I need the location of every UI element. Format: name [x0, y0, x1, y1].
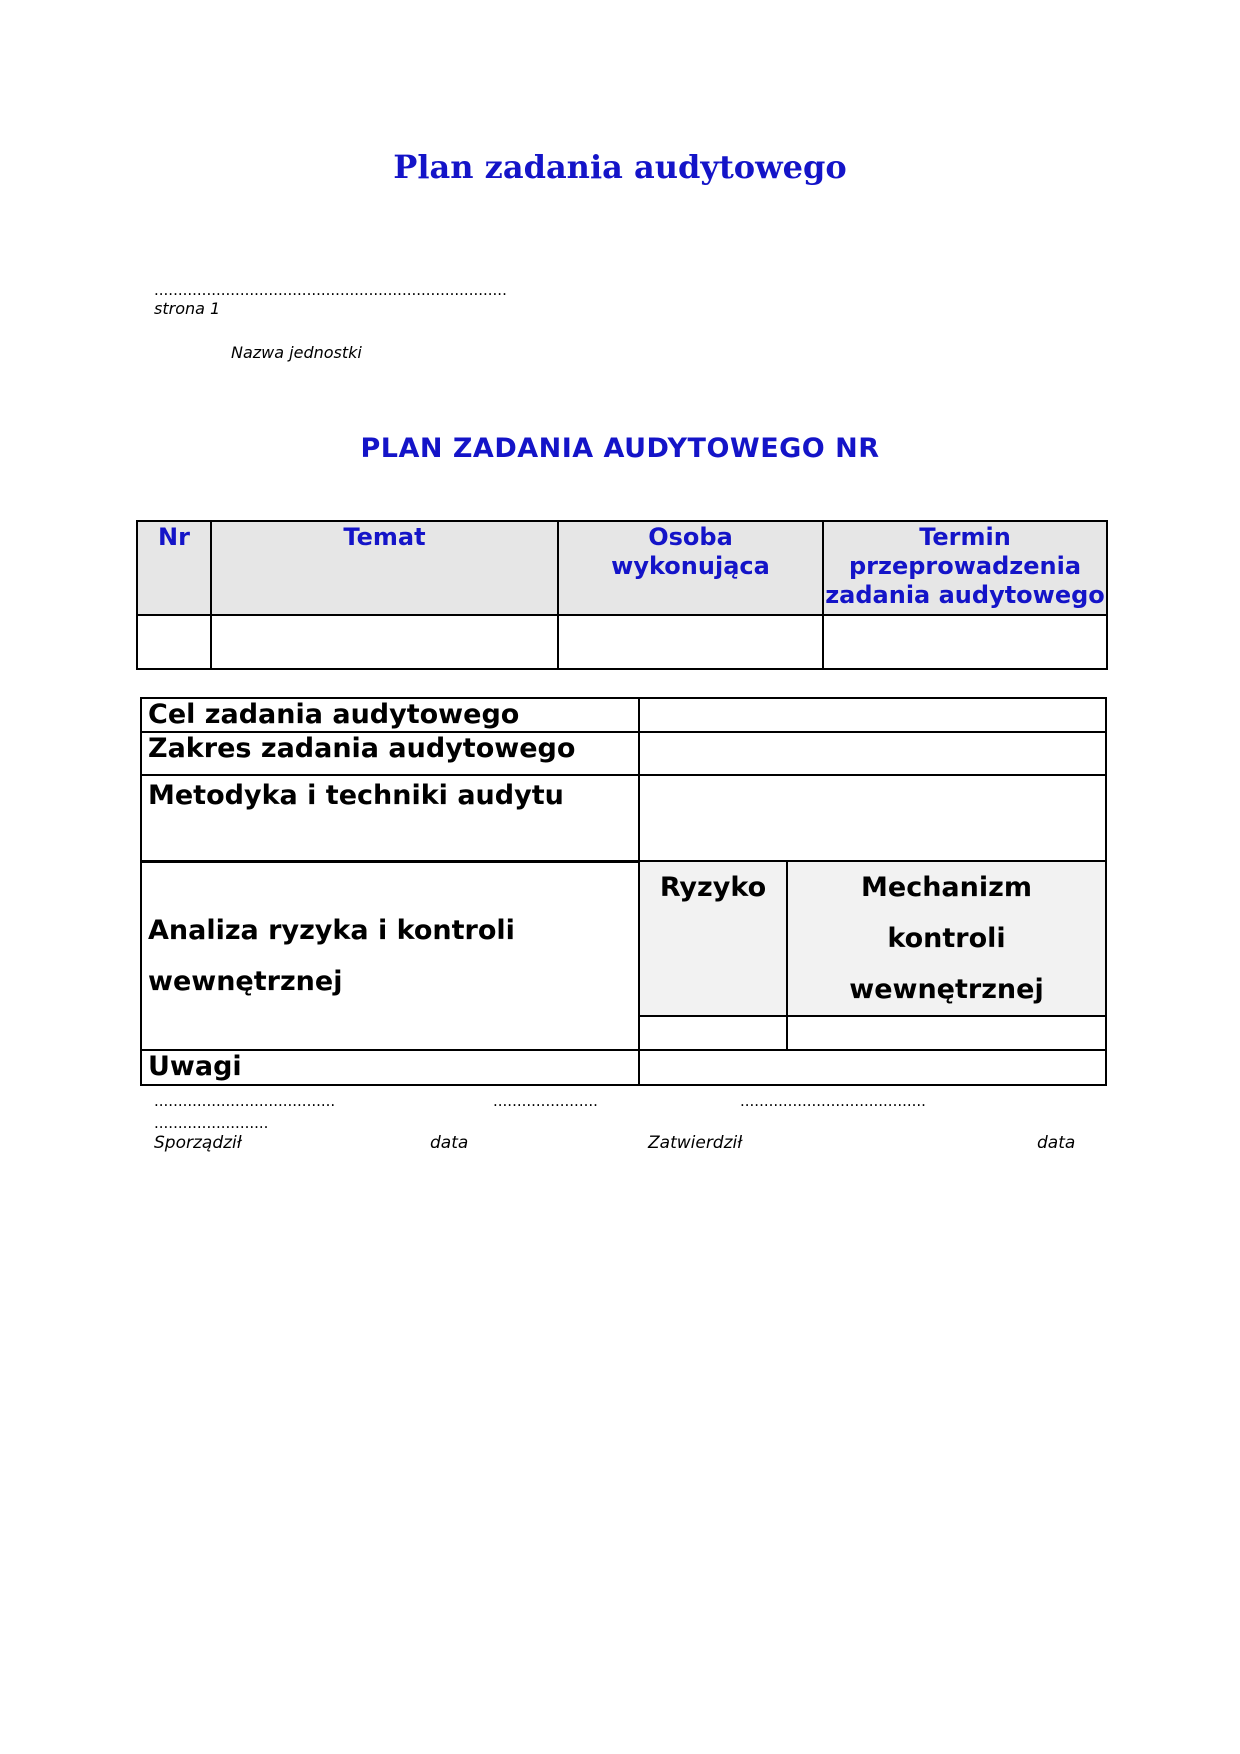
row-zakres [141, 732, 1106, 775]
prepared-by-label: Sporządził [154, 1133, 242, 1153]
cell-temat[interactable] [211, 615, 558, 669]
value-zakres[interactable] [639, 732, 1106, 775]
unit-name-dotted-line: .......................................................................... [154, 283, 507, 298]
value-ryzyko[interactable] [639, 1016, 787, 1050]
cell-nr[interactable] [137, 615, 211, 669]
label-metodyka: Metodyka i techniki audytu [141, 775, 639, 861]
row-cel [141, 698, 1106, 732]
plan-heading: PLAN ZADANIA AUDYTOWEGO NR [360, 433, 880, 464]
row-analiza [141, 861, 1106, 1016]
row-uwagi [141, 1050, 1106, 1085]
prepared-by-dotted-line: ...................................... [154, 1094, 336, 1109]
approved-by-dotted-line: ....................................... [740, 1094, 926, 1109]
table-row [137, 615, 1107, 669]
header-temat: Temat [211, 521, 558, 615]
date1-label: data [430, 1133, 469, 1153]
approved-by-label: Zatwierdził [648, 1133, 743, 1153]
header-ryzyko: Ryzyko [639, 861, 787, 1016]
label-cel: Cel zadania audytowego [141, 698, 639, 732]
value-mechanizm[interactable] [787, 1016, 1106, 1050]
label-analiza: Analiza ryzyka i kontroli wewnętrznej [141, 861, 639, 1050]
date2-label: data [1037, 1133, 1076, 1153]
header-osoba: Osoba wykonująca [558, 521, 823, 615]
header-nr: Nr [137, 521, 211, 615]
value-uwagi[interactable] [639, 1050, 1106, 1085]
label-zakres: Zakres zadania audytowego [141, 732, 639, 775]
date2-dotted-line: ........................ [154, 1116, 269, 1131]
header-termin: Termin przeprowadzenia zadania audytowego [823, 521, 1107, 615]
value-cel[interactable] [639, 698, 1106, 732]
document-title: Plan zadania audytowego [393, 148, 847, 186]
task-table-header-row [137, 521, 1107, 615]
page-label: strona 1 [154, 299, 221, 318]
cell-termin[interactable] [823, 615, 1107, 669]
row-metodyka [141, 775, 1106, 861]
task-table [136, 520, 1108, 670]
value-metodyka[interactable] [639, 775, 1106, 861]
header-mechanizm: Mechanizm kontroli wewnętrznej [787, 861, 1106, 1016]
date1-dotted-line: ...................... [493, 1094, 598, 1109]
label-uwagi: Uwagi [141, 1050, 639, 1085]
details-table [140, 697, 1107, 1086]
cell-osoba[interactable] [558, 615, 823, 669]
unit-name-label: Nazwa jednostki [231, 343, 362, 362]
